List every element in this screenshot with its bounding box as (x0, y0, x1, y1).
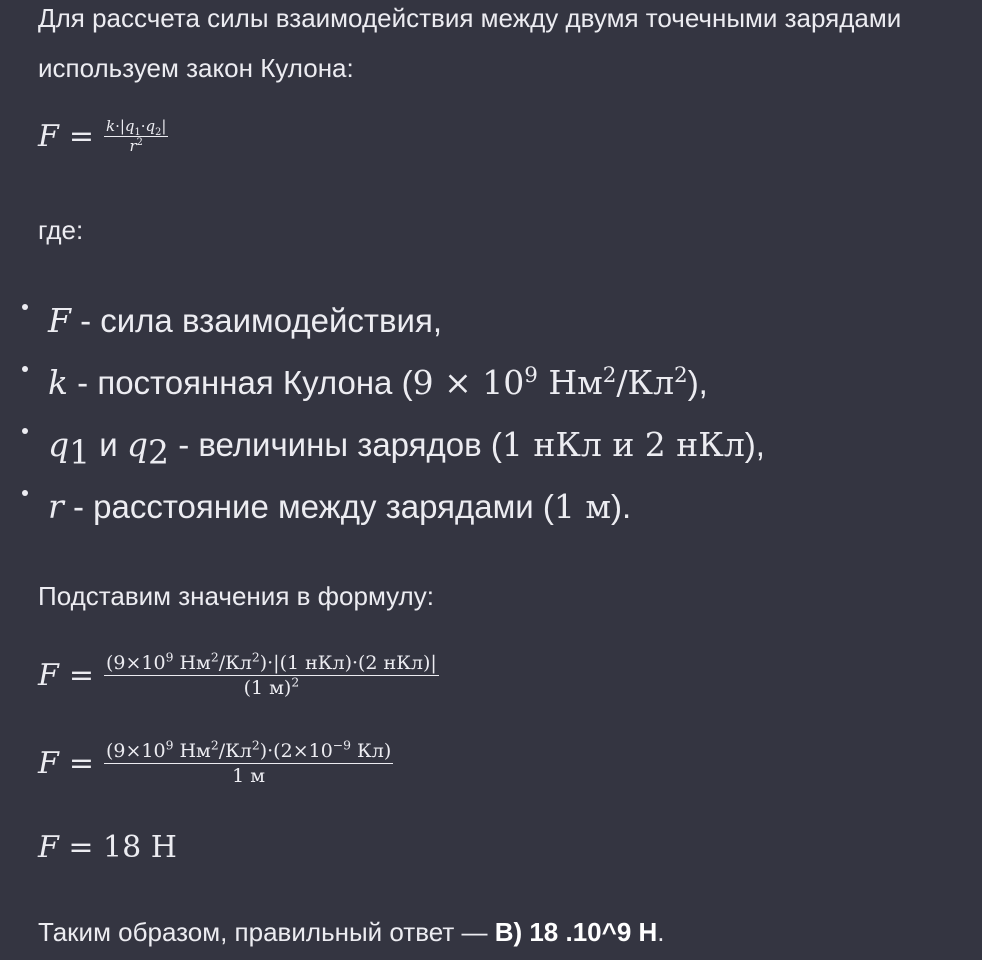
list-item: $q_1$ и $q_2$ - величины зарядов (1 нКл и 2 нКл), (22, 414, 765, 476)
simplified-fraction: $\frac{(9\times 10^9 Нм^2/Кл^2)\cdot(2\times 10^{-9} Кл)}{1 м}$ (105, 738, 392, 787)
intro-line-2: используем закон Кулона: (38, 53, 354, 83)
simplified-formula: F = $\frac{(9\times 10^9 Нм^2/Кл^2)\cdot(2\times 10^{-9} Кл)}{1 м}$ (38, 738, 392, 787)
variables-list (22, 290, 765, 538)
intro-line-1: Для рассчета силы взаимодействия между двумя точечными зарядами (38, 3, 902, 33)
bullet-icon (22, 428, 28, 434)
formula-lhs: F (38, 119, 59, 154)
bullet-icon (22, 304, 28, 310)
formula-denominator: $r^2$ (129, 137, 143, 155)
list-item: F - сила взаимодействия, (22, 290, 765, 352)
bullet-icon (22, 490, 28, 496)
where-label: где: (38, 215, 84, 245)
substituted-fraction: $\frac{(9\times 10^9 Нм^2/Кл^2)\cdot|(1 нКл)\cdot(2 нКл)|}{(1 м)^2}$ (105, 650, 437, 699)
list-item: k - постоянная Кулона ($9 \times 10^9$ $Нм^2/Кл^2$), (22, 352, 765, 414)
formula-numerator: $k\cdot|q_1\cdot q_2|$ (105, 117, 167, 138)
conclusion-line: Таким образом, правильный ответ — В) 18 .10^9 Н. (38, 917, 665, 947)
bullet-icon (22, 366, 28, 372)
coulomb-formula (38, 118, 168, 155)
formula-fraction (104, 118, 168, 155)
answer-bold: В) 18 .10^9 Н (494, 917, 658, 947)
substituted-formula: F = $\frac{(9\times 10^9 Нм^2/Кл^2)\cdot|(1 нКл)\cdot(2 нКл)|}{(1 м)^2}$ (38, 650, 437, 699)
result-formula: F = 18 Н (38, 830, 177, 865)
formula-equals: = (68, 119, 94, 154)
substitute-label: Подставим значения в формулу: (38, 581, 434, 611)
list-item: r - расстояние между зарядами (1 м). (22, 476, 765, 538)
